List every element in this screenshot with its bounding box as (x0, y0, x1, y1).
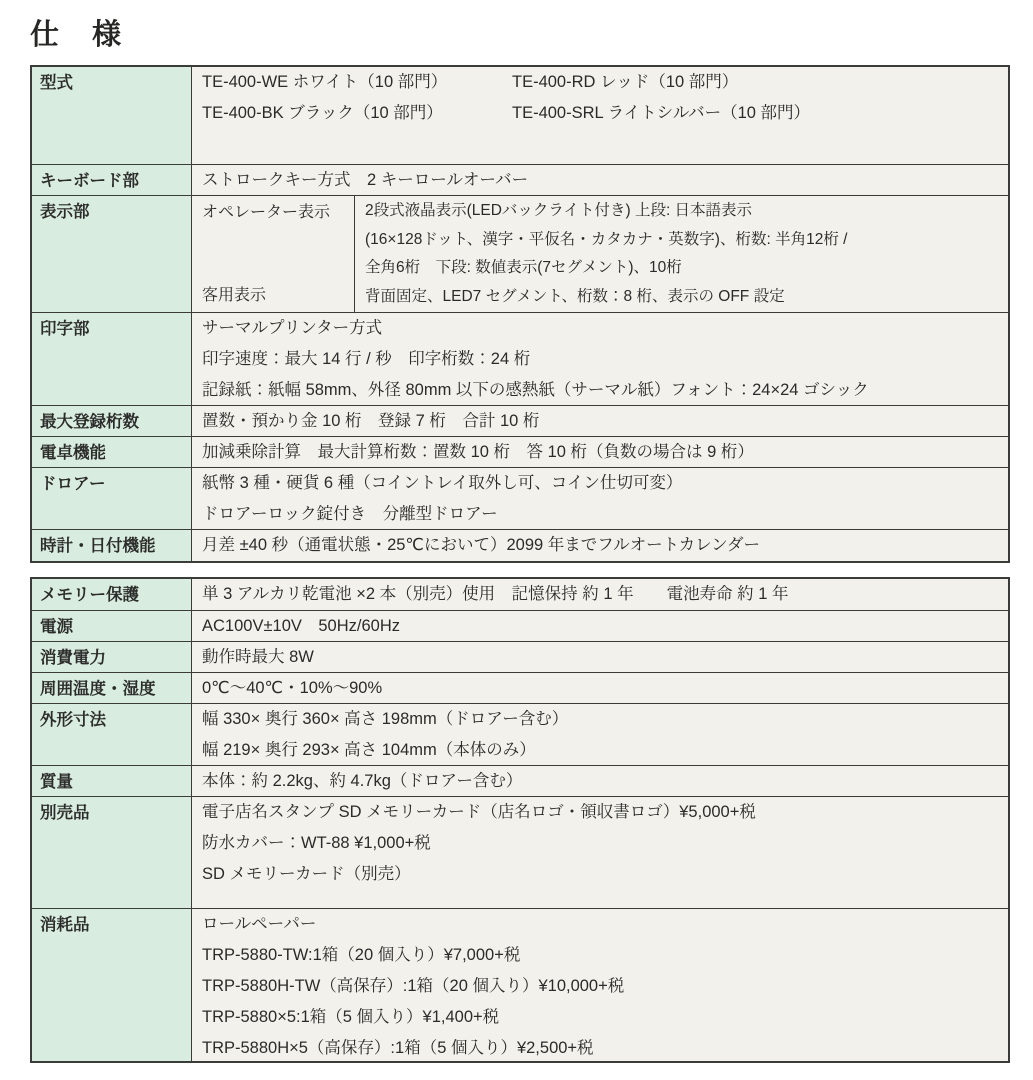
operator-display-label: オペレーター表示 (202, 204, 331, 221)
spec-row-model (32, 67, 1008, 164)
row-label: 電卓機能 (32, 437, 192, 467)
spec-row-calculator (32, 436, 1008, 467)
value-line: 幅 330× 奥行 360× 高さ 198mm（ドロアー含む） (202, 710, 569, 728)
row-label: 外形寸法 (32, 704, 192, 765)
model-item: TE-400-WE ホワイト（10 部門） (202, 73, 448, 91)
value-line: ロールペーパー (202, 915, 317, 933)
spec-row-weight (32, 765, 1008, 796)
value-line: 幅 219× 奥行 293× 高さ 104mm（本体のみ） (202, 741, 536, 759)
model-item: TE-400-RD レッド（10 部門） (512, 73, 739, 91)
model-item: TE-400-SRL ライトシルバー（10 部門） (512, 104, 811, 122)
spec-row-max-digits (32, 405, 1008, 436)
row-label: ドロアー (32, 468, 192, 529)
row-label: 周囲温度・湿度 (32, 673, 192, 703)
value-line: 防水カバー：WT-88 ¥1,000+税 (202, 834, 431, 852)
value-line: SD メモリーカード（別売） (202, 865, 411, 883)
model-item: TE-400-BK ブラック（10 部門） (202, 104, 443, 122)
row-value (192, 313, 1008, 405)
row-value (192, 468, 1008, 529)
spec-row-consumption (32, 641, 1008, 672)
value-line: (16×128ドット、漢字・平仮名・カタカナ・英数字)、桁数: 半角12桁 / (365, 230, 848, 248)
value-line: TRP-5880-TW:1箱（20 個入り）¥7,000+税 (202, 946, 521, 964)
spec-table-secondary (30, 577, 1010, 1063)
display-subtable (192, 196, 1008, 312)
value-line: 単 3 アルカリ乾電池 ×2 本（別売）使用 記憶保持 約 1 年 電池寿命 約 1 年 (202, 585, 789, 603)
value-line: TRP-5880H×5（高保存）:1箱（5 個入り）¥2,500+税 (202, 1039, 594, 1057)
spec-row-dimensions (32, 703, 1008, 765)
display-sublabels (192, 196, 355, 312)
spec-row-drawer (32, 467, 1008, 529)
value-line: 全角6桁 下段: 数値表示(7セグメント)、10桁 (365, 259, 682, 276)
value-line: サーマルプリンター方式 (202, 319, 383, 337)
row-value (192, 611, 1008, 641)
row-value (192, 530, 1008, 561)
row-label: 消費電力 (32, 642, 192, 672)
spec-row-keyboard (32, 164, 1008, 195)
row-label: 別売品 (32, 797, 192, 908)
spec-table-main (30, 65, 1010, 563)
value-line: 置数・預かり金 10 桁 登録 7 桁 合計 10 桁 (202, 412, 540, 430)
row-label: 消耗品 (32, 909, 192, 1061)
row-value (192, 165, 1008, 195)
customer-display-label: 客用表示 (202, 287, 267, 304)
row-value (192, 406, 1008, 436)
value-line: 紙幣 3 種・硬貨 6 種（コイントレイ取外し可、コイン仕切可変） (202, 474, 683, 492)
model-columns (202, 67, 998, 129)
spec-row-options (32, 796, 1008, 908)
value-line: 印字速度：最大 14 行 / 秒 印字桁数：24 桁 (202, 350, 531, 368)
row-value (192, 909, 1008, 1061)
row-label: 型式 (32, 67, 192, 164)
row-label: 質量 (32, 766, 192, 796)
row-value (192, 797, 1008, 908)
value-line: TRP-5880×5:1箱（5 個入り）¥1,400+税 (202, 1008, 500, 1026)
row-label: 表示部 (32, 196, 192, 312)
row-label: 電源 (32, 611, 192, 641)
value-line: 月差 ±40 秒（通電状態・25℃において）2099 年までフルオートカレンダー (202, 536, 761, 554)
row-value (192, 766, 1008, 796)
value-line: 動作時最大 8W (202, 648, 314, 666)
row-value (192, 704, 1008, 765)
value-line: TRP-5880H-TW（高保存）:1箱（20 個入り）¥10,000+税 (202, 977, 625, 995)
row-value (192, 437, 1008, 467)
row-label: 最大登録桁数 (32, 406, 192, 436)
value-line: AC100V±10V 50Hz/60Hz (202, 617, 400, 635)
value-line: ストロークキー方式 2 キーロールオーバー (202, 171, 529, 189)
value-line: 記録紙：紙幅 58mm、外径 80mm 以下の感熱紙（サーマル紙）フォント：24×24 ゴシック (202, 381, 869, 399)
value-line: 電子店名スタンプ SD メモリーカード（店名ロゴ・領収書ロゴ）¥5,000+税 (202, 803, 756, 821)
row-value (192, 67, 1008, 164)
row-label: 印字部 (32, 313, 192, 405)
model-column-1 (202, 67, 512, 129)
page-title: 仕 様 (30, 19, 124, 51)
spec-row-memory (32, 579, 1008, 610)
row-value (192, 673, 1008, 703)
value-line: 加減乗除計算 最大計算桁数：置数 10 桁 答 10 桁（負数の場合は 9 桁） (202, 443, 754, 461)
value-line: ドロアーロック錠付き 分離型ドロアー (202, 505, 498, 523)
value-line: 0℃〜40℃・10%〜90% (202, 679, 383, 697)
value-line: 背面固定、LED7 セグメント、桁数：8 桁、表示の OFF 設定 (365, 287, 785, 305)
value-line: 2段式液晶表示(LEDバックライト付き) 上段: 日本語表示 (365, 202, 753, 219)
spec-row-temperature (32, 672, 1008, 703)
spec-row-consumables (32, 908, 1008, 1061)
row-value (192, 642, 1008, 672)
row-label: メモリー保護 (32, 579, 192, 610)
spec-page (30, 12, 1010, 1063)
model-column-2 (512, 67, 810, 129)
spec-row-clock (32, 529, 1008, 561)
row-value (192, 579, 1008, 610)
spec-row-printer (32, 312, 1008, 405)
spec-row-power (32, 610, 1008, 641)
row-label: 時計・日付機能 (32, 530, 192, 561)
spec-row-display (32, 195, 1008, 312)
row-label: キーボード部 (32, 165, 192, 195)
value-line: 本体：約 2.2kg、約 4.7kg（ドロアー含む） (202, 772, 523, 790)
display-details (355, 196, 1008, 312)
